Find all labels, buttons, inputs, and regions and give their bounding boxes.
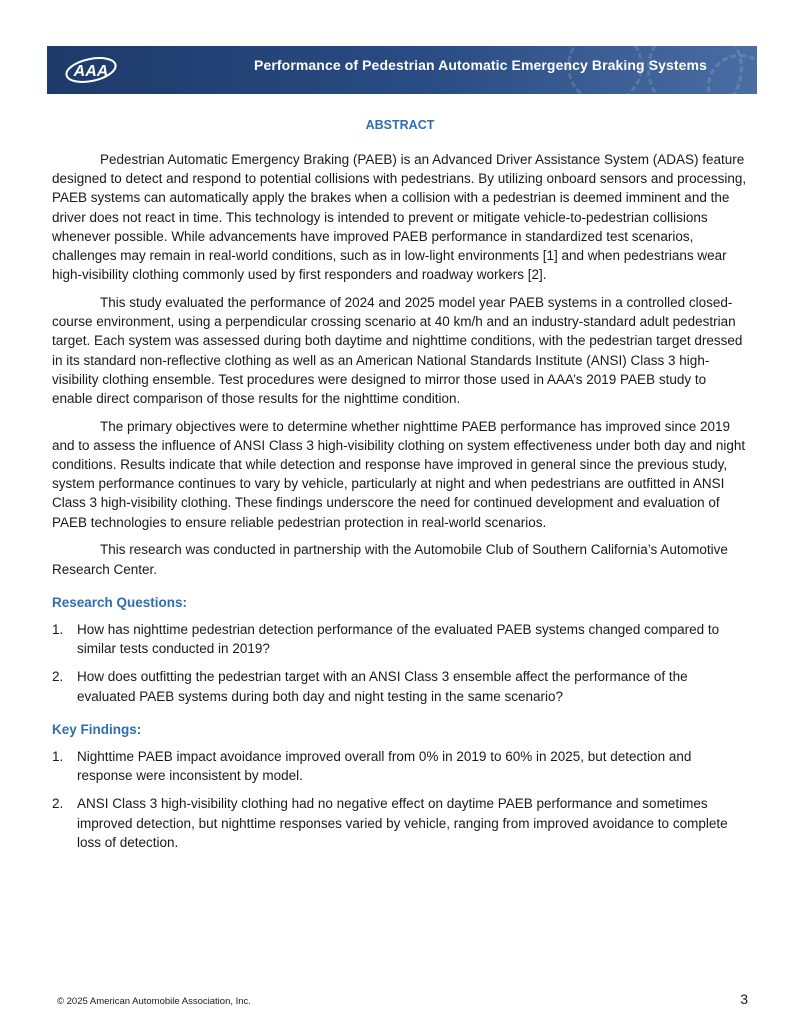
- aaa-logo-icon: [63, 52, 119, 88]
- list-number: 1.: [52, 748, 64, 764]
- abstract-paragraph: This research was conducted in partnership with the Automobile Club of Southern California’s Automotive Research Center.: [52, 542, 728, 577]
- list-number: 2.: [52, 796, 64, 812]
- key-findings-list: [52, 747, 748, 852]
- key-findings-heading: Key Findings:: [52, 721, 142, 737]
- logo-text: AAA: [73, 63, 109, 80]
- header-banner: [47, 46, 757, 94]
- list-item-text: Nighttime PAEB impact avoidance improved overall from 0% in 2019 to 60% in 2025, but detection and response were inconsistent by model.: [77, 748, 692, 784]
- list-item: [52, 747, 748, 785]
- research-questions-list: [52, 620, 748, 706]
- page-number: 3: [740, 991, 748, 1007]
- list-item-text: How has nighttime pedestrian detection performance of the evaluated PAEB systems changed compared to similar tests conducted in 2019?: [77, 621, 720, 657]
- list-item: [52, 667, 748, 705]
- list-number: 2.: [52, 669, 64, 685]
- abstract-paragraph: The primary objectives were to determine whether nighttime PAEB performance has improved since 2019 and to assess the influence of ANSI Class 3 high-visibility clothing on system effectiveness under both day and night conditions. Results indicate that while detection and response have improved in general since the previous study, system performance continues to vary by vehicle, particularly at night and when pedestrians are outfitted in ANSI Class 3 high-visibility clothing. These findings underscore the need for continued development and evaluation of PAEB technologies to ensure reliable pedestrian protection in real-world scenarios.: [52, 418, 746, 530]
- list-item-text: ANSI Class 3 high-visibility clothing had no negative effect on daytime PAEB performance and sometimes improved detection, but nighttime responses varied by vehicle, ranging from improved avoidance to complete loss of detection.: [77, 796, 728, 850]
- list-item-text: How does outfitting the pedestrian target with an ANSI Class 3 ensemble affect the performance of the evaluated PAEB systems during both day and night testing in the same scenario?: [77, 669, 688, 704]
- list-item: [52, 794, 748, 852]
- copyright-notice: © 2025 American Automobile Association, Inc.: [57, 996, 251, 1007]
- abstract-paragraph: This study evaluated the performance of 2024 and 2025 model year PAEB systems in a controlled closed-course environment, using a perpendicular crossing scenario at 40 km/h and an industry-standard adult pedestrian target. Each system was assessed during both daytime and nighttime conditions, with the pedestrian target dressed in its standard non-reflective clothing as well as an American National Standards Institute (ANSI) Class 3 high-visibility clothing ensemble. Test procedures were designed to mirror those used in AAA’s 2019 PAEB study to enable direct comparison of those results for the nighttime condition.: [52, 294, 743, 406]
- list-item: [52, 620, 748, 658]
- list-number: 1.: [52, 621, 64, 637]
- abstract-heading: ABSTRACT: [365, 118, 435, 132]
- abstract-paragraph: Pedestrian Automatic Emergency Braking (PAEB) is an Advanced Driver Assistance System (ADAS) feature designed to detect and respond to potential collisions with pedestrians. By utilizing onboard sensors and processing, PAEB systems can automatically apply the brakes when a collision with a pedestrian is deemed imminent and the driver does not react in time. This technology is intended to prevent or mitigate vehicle-to-pedestrian collisions whenever possible. While advancements have improved PAEB performance in standardized test scenarios, challenges may remain in real-world conditions, such as in low-light environments [1] and when pedestrians wear high-visibility clothing commonly used by first responders and roadway workers [2].: [52, 152, 747, 283]
- research-questions-heading: Research Questions:: [52, 594, 188, 610]
- report-title: Performance of Pedestrian Automatic Emergency Braking Systems: [254, 57, 707, 73]
- document-body: [52, 150, 748, 861]
